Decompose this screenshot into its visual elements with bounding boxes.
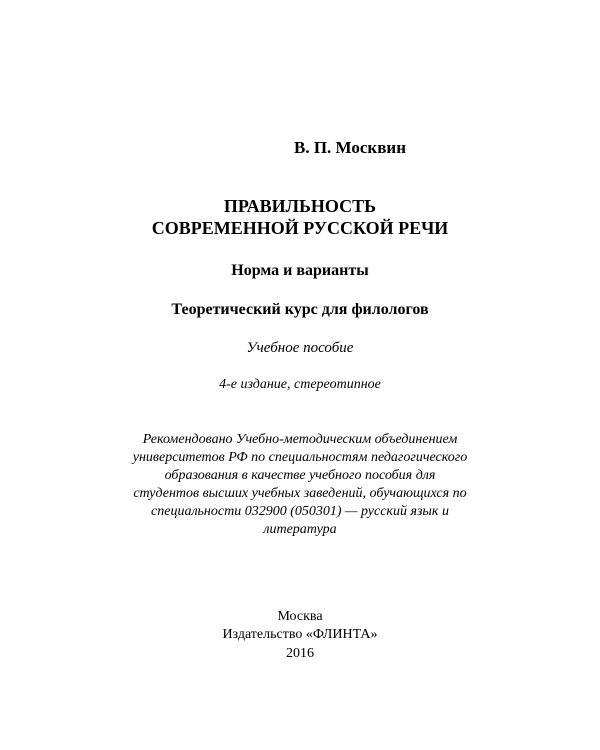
- recommendation-line-5: специальности 032900 (050301) — русский язык и: [151, 504, 449, 519]
- recommendation-line-3: образования в качестве учебного пособия для: [164, 468, 436, 483]
- recommendation-line-6: литература: [263, 522, 337, 537]
- book-title: [0, 195, 600, 239]
- author-name: В. П. Москвин: [294, 138, 406, 157]
- book-subtitle: Норма и варианты: [231, 262, 369, 279]
- document-type: Учебное пособие: [246, 340, 354, 356]
- course-description: Теоретический курс для филологов: [171, 301, 429, 318]
- book-title-line-2: СОВРЕМЕННОЙ РУССКОЙ РЕЧИ: [151, 218, 449, 238]
- imprint-city: Москва: [277, 609, 323, 624]
- imprint-publisher: Издательство «ФЛИНТА»: [222, 627, 378, 642]
- imprint-year: 2016: [286, 646, 314, 661]
- recommendation-line-2: университетов РФ по специальностям педагогического: [132, 450, 468, 465]
- edition-info: 4-е издание, стереотипное: [219, 377, 381, 392]
- recommendation-line-1: Рекомендовано Учебно-методическим объединением: [142, 432, 458, 447]
- recommendation-text: [0, 431, 600, 539]
- recommendation-line-4: студентов высших учебных заведений, обучающихся по: [133, 486, 467, 501]
- book-title-line-1: ПРАВИЛЬНОСТЬ: [223, 196, 377, 216]
